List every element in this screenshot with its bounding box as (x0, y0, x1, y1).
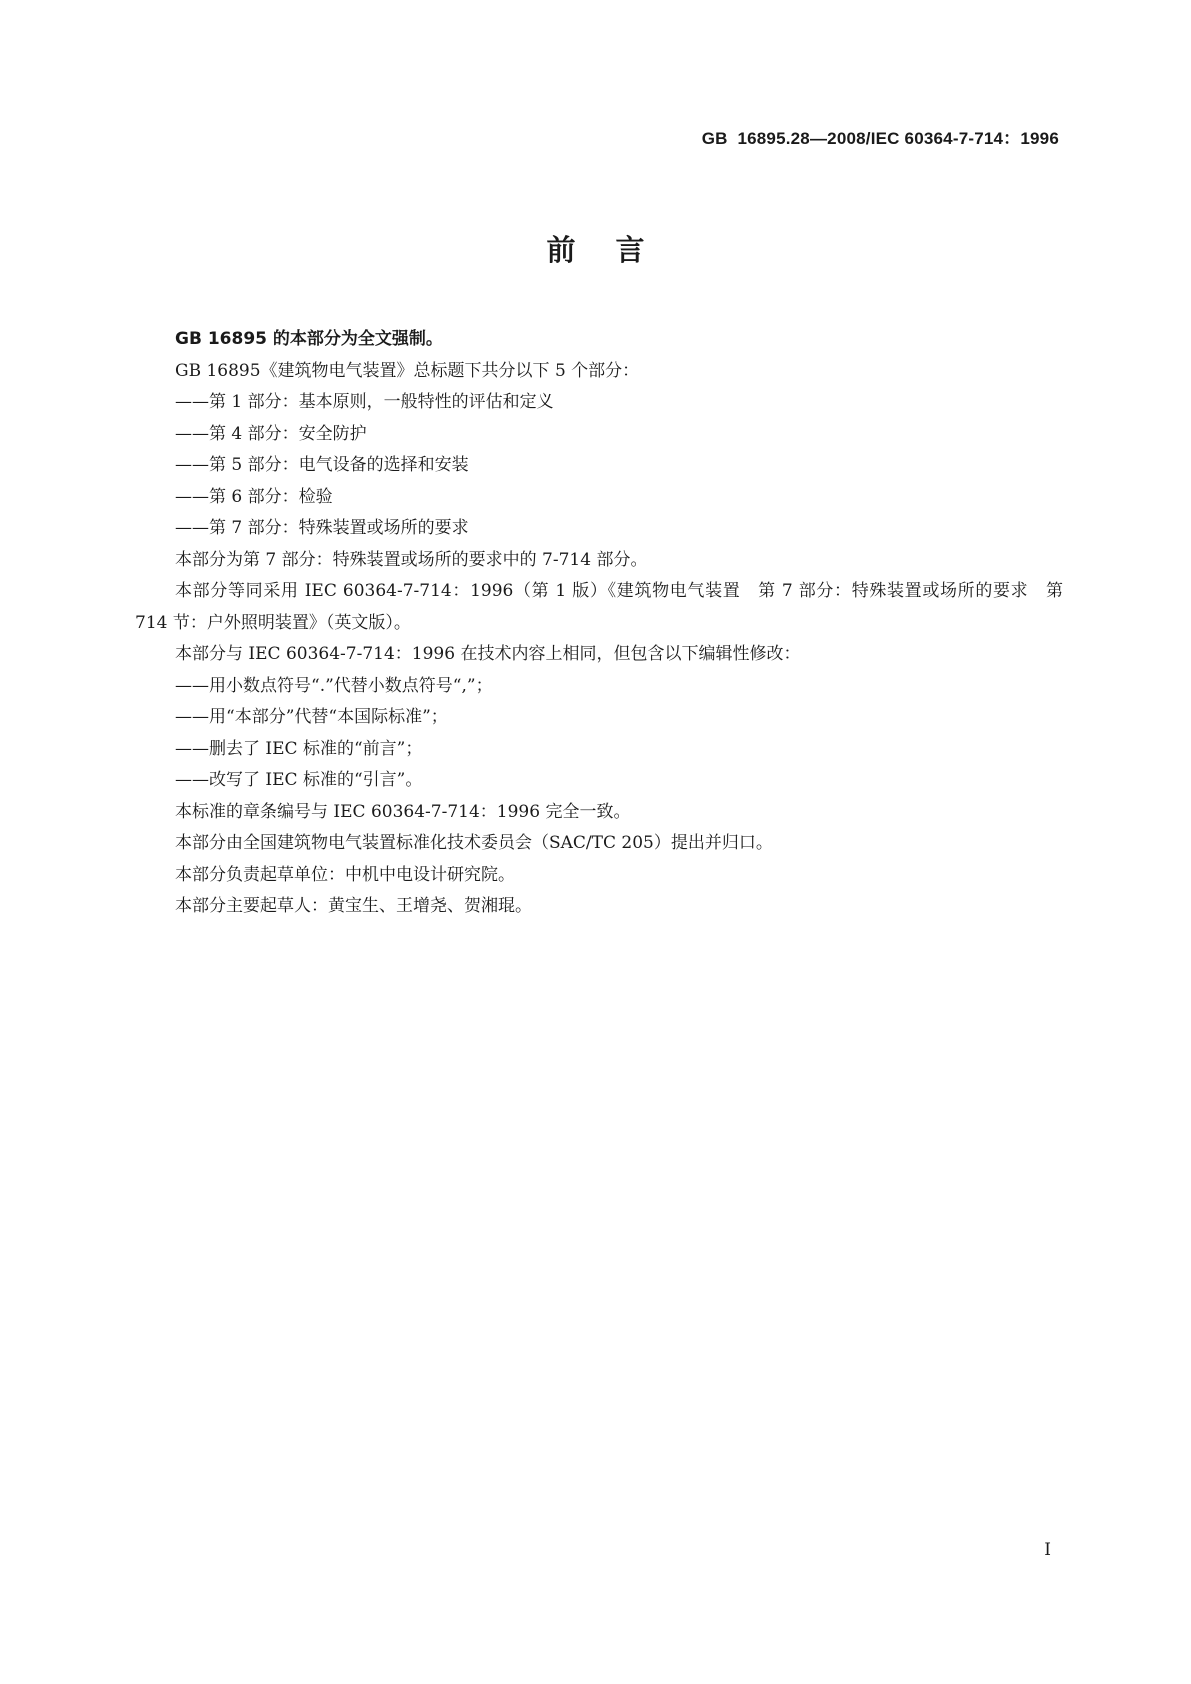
list-item-part-5: ——第 5 部分：电气设备的选择和安装 (175, 455, 469, 475)
page-number: I (1044, 1540, 1051, 1560)
paragraph-parts-intro: GB 16895《建筑物电气装置》总标题下共分以下 5 个部分： (175, 360, 640, 381)
paragraph-proposer: 本部分由全国建筑物电气装置标准化技术委员会（SAC/TC 205）提出并归口。 (175, 833, 773, 853)
list-item-change-2: ——用“本部分”代替“本国际标准”； (175, 707, 448, 727)
list-item-part-6: ——第 6 部分：检验 (175, 486, 333, 507)
list-item-change-4: ——改写了 IEC 标准的“引言”。 (175, 770, 423, 790)
paragraph-mandatory-statement: GB 16895 的本部分为全文强制。 (175, 329, 443, 349)
list-item-part-4: ——第 4 部分：安全防护 (175, 423, 367, 444)
paragraph-drafting-unit: 本部分负责起草单位：中机中电设计研究院。 (175, 864, 515, 885)
list-item-change-1: ——用小数点符号“.”代替小数点符号“,”； (175, 675, 493, 696)
list-item-change-3: ——删去了 IEC 标准的“前言”； (175, 738, 423, 759)
paragraph-editorial-changes: 本部分与 IEC 60364-7-714：1996 在技术内容上相同，但包含以下编辑性修改： (175, 644, 801, 664)
foreword-body (135, 324, 1063, 923)
paragraph-this-part: 本部分为第 7 部分：特殊装置或场所的要求中的 7-714 部分。 (175, 549, 648, 570)
standard-prefix: GB (701, 129, 728, 148)
paragraph-numbering: 本标准的章条编号与 IEC 60364-7-714：1996 完全一致。 (175, 801, 631, 822)
paragraph-drafters: 本部分主要起草人：黄宝生、王增尧、贺湘琨。 (175, 896, 532, 916)
page-title: 前言 (546, 233, 685, 267)
list-item-part-7: ——第 7 部分：特殊装置或场所的要求 (175, 518, 469, 538)
list-item-part-1: ——第 1 部分：基本原则，一般特性的评估和定义 (175, 392, 554, 412)
standard-code: 16895.28—2008/IEC 60364-7-714：1996 (737, 129, 1059, 148)
paragraph-equivalence: 本部分等同采用 IEC 60364-7-714：1996（第 1 版）《建筑物电气装置 第 7 部分：特殊装置或场所的要求 第 714 节：户外照明装置》（英文版）。 (135, 581, 1063, 633)
standard-number-header (702, 124, 1059, 149)
